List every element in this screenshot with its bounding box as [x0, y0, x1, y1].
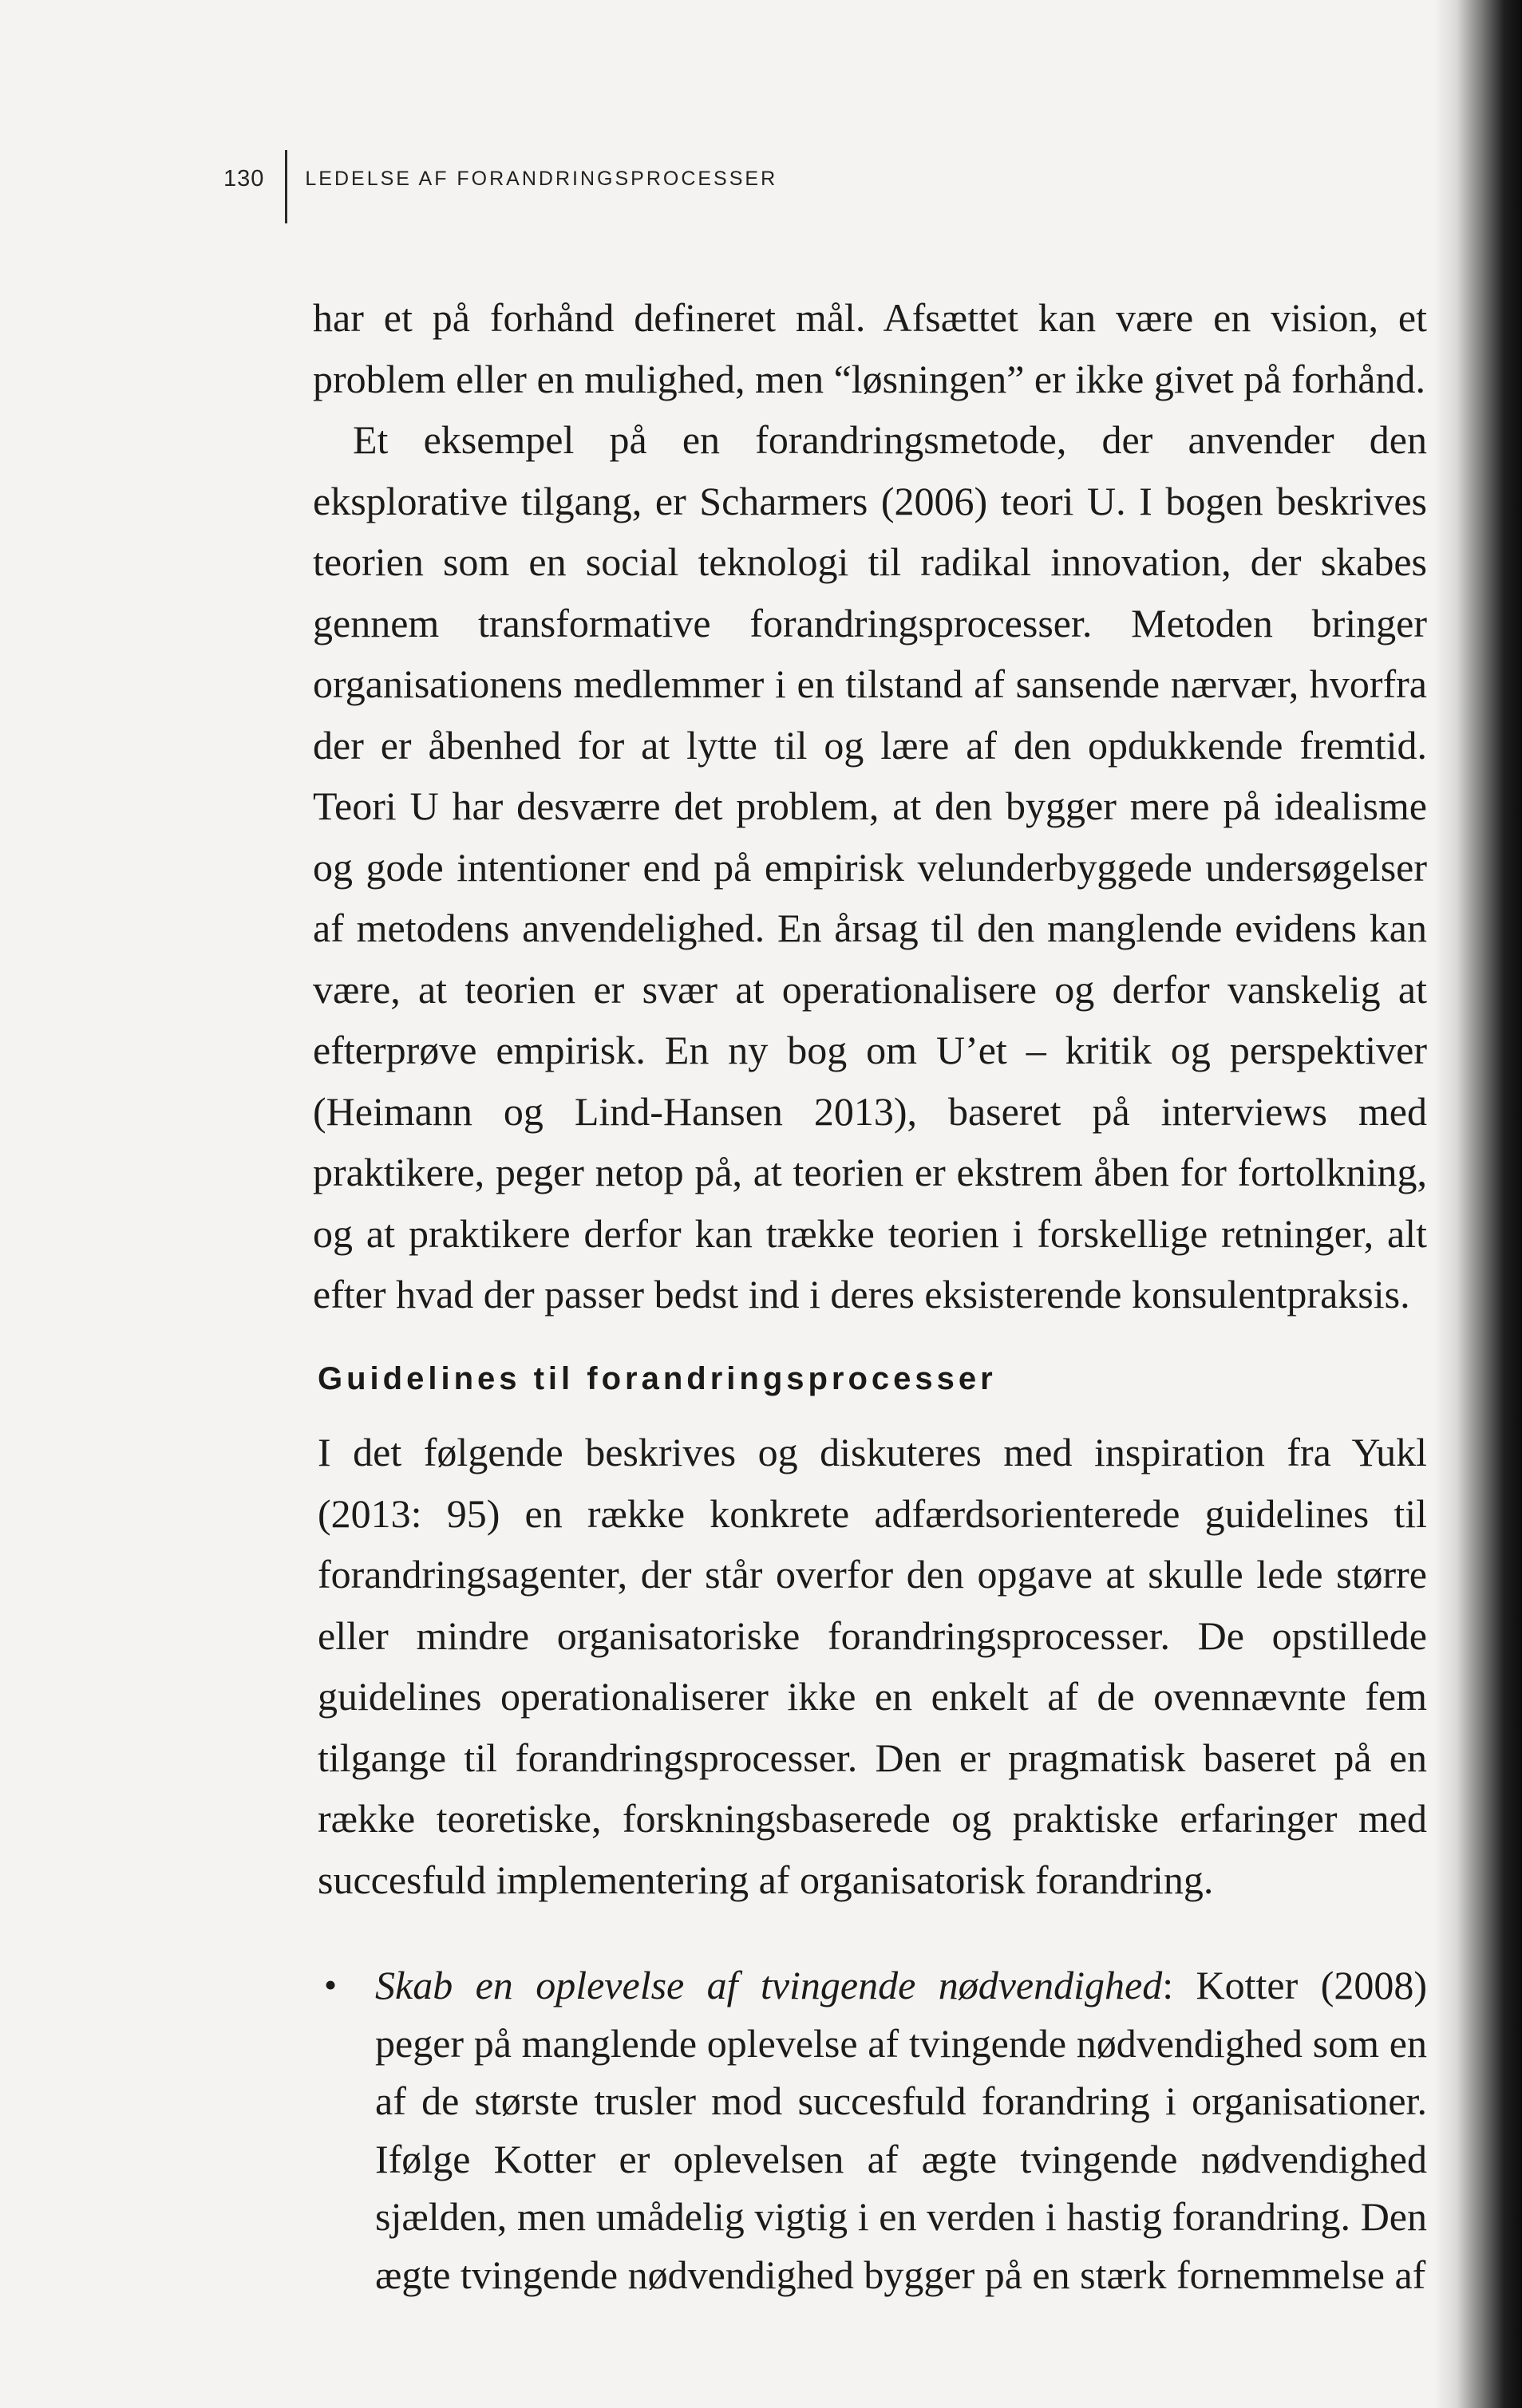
section-paragraph: I det følgende beskrives og diskuteres med inspiration fra Yukl (2013: 95) en række konkrete adfærdsorienterede guidelines til forandringsagenter, der står overfor den opgave at skulle lede større eller mindre organisatoriske forandringsprocesser. De opstillede guidelines operationaliserer ikke en enkelt af de ovennævnte fem tilgange til forandringsprocesser. Den er pragmatisk baseret på en række teoretiske, forskningsbaserede og praktiske erfaringer med succesfuld implementering af organisatorisk forandring.: [318, 1430, 1427, 1902]
list-item: [318, 1956, 1427, 2303]
bullet-marker: •: [324, 1964, 338, 2005]
page-number: 130: [223, 165, 265, 191]
bullet-separator: :: [1162, 1963, 1174, 2007]
bullet-lead-text: Skab en oplevelse af tvingende nødvendighed: [375, 1963, 1163, 2007]
intro-paragraph: har et på forhånd defineret mål. Afsættet kan være en vision, et problem eller en mulighed, men “løsningen” er ikke givet på forhånd.: [313, 295, 1427, 401]
intro-text: [313, 287, 1427, 1325]
section-heading: Guidelines til forandringsprocesser: [318, 1361, 997, 1396]
header-divider: [285, 150, 287, 223]
bullet-body-text: Kotter (2008) peger på manglende oplevelse af tvingende nødvendighed som en af de største trusler mod succesfuld forandring i organisationer. Ifølge Kotter er oplevelsen af ægte tvingende nødvendighed sjælden, men umådelig vigtig i en verden i hastig forandring. Den ægte tvingende nødvendighed bygger på en stærk fornemmelse af: [375, 1963, 1427, 2297]
running-head: LEDELSE AF FORANDRINGSPROCESSER: [305, 167, 778, 190]
intro-paragraph: Et eksempel på en forandringsmetode, der anvender den eksplorative tilgang, er Scharmers (2006) teori U. I bogen beskrives teorien som en social teknologi til radikal innovation, der skabes gennem transformative forandringsprocesser. Metoden bringer organisationens medlemmer i en tilstand af sansende nærvær, hvorfra der er åbenhed for at lytte til og lære af den opdukkende fremtid. Teori U har desværre det problem, at den bygger mere på idealisme og gode intentioner end på empirisk velunderbyggede undersøgelser af metodens anvendelighed. En årsag til den manglende evidens kan være, at teorien er svær at operationalisere og derfor vanskelig at efterprøve empirisk. En ny bog om U’et – kritik og perspektiver (Heimann og Lind-Hansen 2013), baseret på interviews med praktikere, peger netop på, at teorien er ekstrem åben for fortolkning, og at praktikere derfor kan trække teorien i forskellige retninger, alt efter hvad der passer bedst ind i deres eksisterende konsulentpraksis.: [313, 417, 1427, 1317]
binding-shadow: [1434, 0, 1522, 2408]
bullet-list: [318, 1956, 1427, 2303]
page-header: [223, 156, 777, 201]
